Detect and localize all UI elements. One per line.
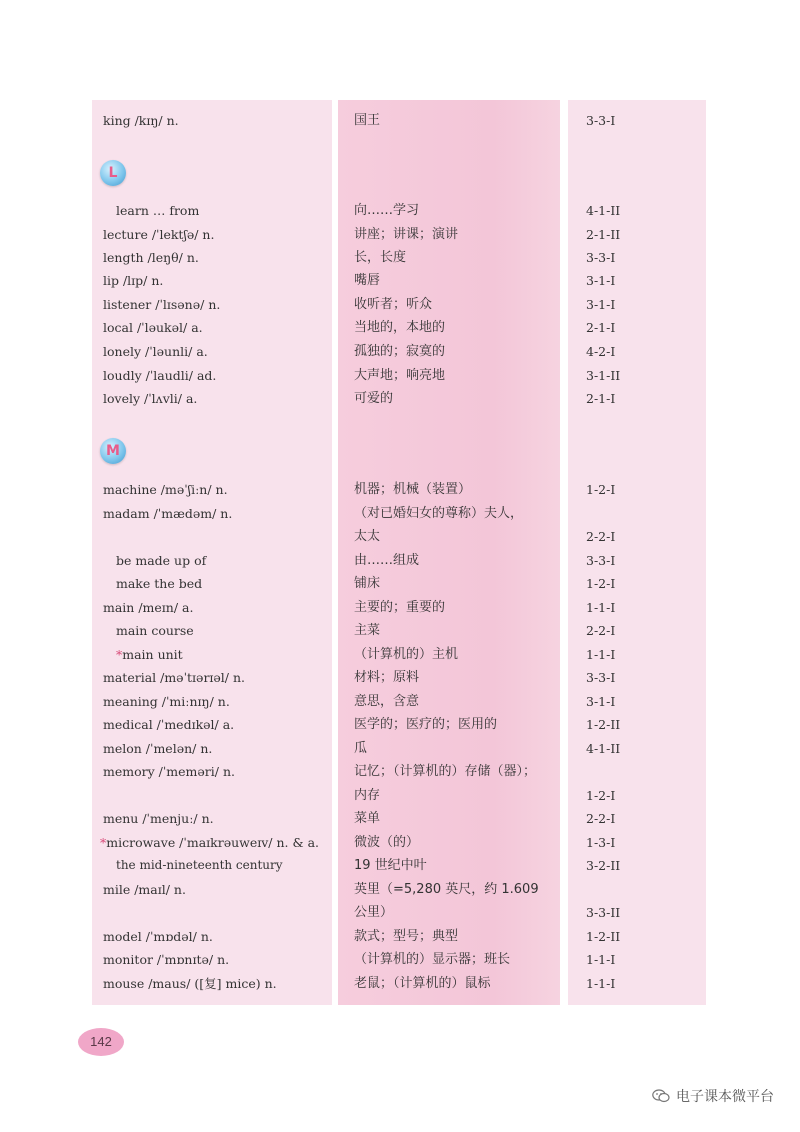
glossary-row bbox=[0, 972, 800, 996]
glossary-row bbox=[0, 948, 800, 972]
unit-ref: 4-1-II bbox=[586, 741, 621, 756]
unit-ref: 3-1-I bbox=[586, 273, 616, 288]
glossary-row bbox=[0, 316, 800, 340]
headword: model /ˈmɒdəl/ n. bbox=[103, 929, 213, 944]
glossary-row bbox=[0, 925, 800, 949]
glossary-row bbox=[0, 269, 800, 293]
glossary-row bbox=[0, 831, 800, 855]
unit-ref: 3-3-I bbox=[586, 113, 616, 128]
meaning: 老鼠；（计算机的）鼠标 bbox=[354, 976, 491, 991]
meaning: 铺床 bbox=[354, 576, 381, 591]
headword: be made up of bbox=[116, 553, 207, 568]
unit-ref: 2-1-I bbox=[586, 320, 616, 335]
glossary-row bbox=[0, 549, 800, 573]
meaning: 讲座；讲课；演讲 bbox=[354, 227, 459, 242]
meaning: 微波（的） bbox=[354, 835, 420, 850]
unit-ref: 3-3-I bbox=[586, 250, 616, 265]
meaning: 内存 bbox=[354, 788, 381, 803]
headword: listener /ˈlɪsənə/ n. bbox=[103, 297, 221, 312]
watermark bbox=[652, 1086, 774, 1108]
section-letter-l: L bbox=[108, 165, 118, 181]
headword: madam /ˈmædəm/ n. bbox=[103, 506, 233, 521]
glossary-row bbox=[0, 596, 800, 620]
unit-ref: 3-1-II bbox=[586, 368, 621, 383]
meaning: 记忆；（计算机的）存储（器）； bbox=[354, 764, 537, 779]
glossary-row bbox=[0, 690, 800, 714]
glossary-row bbox=[0, 199, 800, 223]
glossary-row-continuation bbox=[0, 901, 800, 925]
meaning: （计算机的）主机 bbox=[354, 647, 459, 662]
glossary-row bbox=[0, 109, 800, 133]
headword: main /meɪn/ a. bbox=[103, 600, 194, 615]
glossary-row bbox=[0, 619, 800, 643]
meaning: 收听者；听众 bbox=[354, 297, 433, 312]
meaning: 孤独的；寂寞的 bbox=[354, 344, 446, 359]
unit-ref: 2-1-II bbox=[586, 227, 621, 242]
meaning: 医学的；医疗的；医用的 bbox=[354, 717, 498, 732]
glossary-row-continuation bbox=[0, 525, 800, 549]
headword: lip /lɪp/ n. bbox=[103, 273, 164, 288]
page-number: 142 bbox=[90, 1034, 112, 1049]
glossary-row bbox=[0, 854, 800, 878]
unit-ref: 1-1-I bbox=[586, 600, 616, 615]
section-letter-l-badge bbox=[100, 160, 126, 186]
meaning: 主要的；重要的 bbox=[354, 600, 446, 615]
headword: meaning /ˈmiːnɪŋ/ n. bbox=[103, 694, 230, 709]
glossary-row bbox=[0, 760, 800, 784]
meaning: 瓜 bbox=[354, 741, 368, 756]
meaning: 由……组成 bbox=[354, 553, 420, 568]
headword-with-star bbox=[100, 831, 319, 855]
headword: machine /məˈʃiːn/ n. bbox=[103, 482, 228, 497]
unit-ref: 1-1-I bbox=[586, 976, 616, 991]
headword: memory /ˈmeməri/ n. bbox=[103, 764, 235, 779]
meaning: 长，长度 bbox=[354, 250, 407, 265]
page-number-badge bbox=[78, 1028, 124, 1056]
glossary-row bbox=[0, 572, 800, 596]
glossary-row bbox=[0, 502, 800, 526]
meaning: 意思，含意 bbox=[354, 694, 420, 709]
headword: make the bed bbox=[116, 576, 203, 591]
unit-ref: 1-2-II bbox=[586, 929, 621, 944]
headword: main unit bbox=[122, 647, 183, 662]
meaning: 当地的，本地的 bbox=[354, 320, 446, 335]
headword: mile /maɪl/ n. bbox=[103, 882, 186, 897]
meaning: 可爱的 bbox=[354, 391, 394, 406]
headword: king /kɪŋ/ n. bbox=[103, 113, 179, 128]
glossary-row bbox=[0, 340, 800, 364]
glossary-row bbox=[0, 807, 800, 831]
meaning: 国王 bbox=[354, 113, 381, 128]
unit-ref: 2-2-I bbox=[586, 529, 616, 544]
starred-word-mark: * bbox=[116, 647, 123, 662]
glossary-row bbox=[0, 293, 800, 317]
unit-ref: 1-1-I bbox=[586, 952, 616, 967]
meaning: 19 世纪中叶 bbox=[354, 858, 427, 873]
unit-ref: 2-1-I bbox=[586, 391, 616, 406]
unit-ref: 1-1-I bbox=[586, 647, 616, 662]
headword: lonely /ˈləunli/ a. bbox=[103, 344, 208, 359]
unit-ref: 3-1-I bbox=[586, 694, 616, 709]
unit-ref: 1-3-I bbox=[586, 835, 616, 850]
headword: the mid-nineteenth century bbox=[116, 858, 283, 872]
unit-ref: 1-2-I bbox=[586, 788, 616, 803]
glossary-row bbox=[0, 737, 800, 761]
headword: length /leŋθ/ n. bbox=[103, 250, 199, 265]
headword: microwave /ˈmaɪkrəuweɪv/ n. & a. bbox=[106, 835, 320, 850]
section-letter-m-badge bbox=[100, 438, 126, 464]
glossary-row bbox=[0, 666, 800, 690]
glossary-row bbox=[0, 387, 800, 411]
unit-ref: 1-2-I bbox=[586, 576, 616, 591]
meaning: （计算机的）显示器；班长 bbox=[354, 952, 511, 967]
meaning: 嘴唇 bbox=[354, 273, 381, 288]
unit-ref: 3-3-I bbox=[586, 553, 616, 568]
unit-ref: 3-3-II bbox=[586, 905, 621, 920]
headword: medical /ˈmedɪkəl/ a. bbox=[103, 717, 235, 732]
headword: material /məˈtɪərɪəl/ n. bbox=[103, 670, 246, 685]
glossary-row bbox=[0, 878, 800, 902]
headword: mouse /maus/ ([复] mice) n. bbox=[103, 976, 277, 991]
glossary-row bbox=[0, 478, 800, 502]
headword: menu /ˈmenjuː/ n. bbox=[103, 811, 214, 826]
headword: monitor /ˈmɒnɪtə/ n. bbox=[103, 952, 230, 967]
unit-ref: 1-2-II bbox=[586, 717, 621, 732]
headword-with-star bbox=[116, 643, 183, 667]
unit-ref: 3-3-I bbox=[586, 670, 616, 685]
headword: loudly /ˈlaudli/ ad. bbox=[103, 368, 217, 383]
headword: local /ˈləukəl/ a. bbox=[103, 320, 203, 335]
headword: lecture /ˈlektʃə/ n. bbox=[103, 227, 215, 242]
glossary-row bbox=[0, 246, 800, 270]
glossary-row-continuation bbox=[0, 784, 800, 808]
starred-word-mark: * bbox=[100, 835, 107, 850]
meaning: （对已婚妇女的尊称）夫人， bbox=[354, 506, 524, 521]
glossary-row bbox=[0, 713, 800, 737]
meaning: 大声地；响亮地 bbox=[354, 368, 446, 383]
meaning: 英里（=5,280 英尺，约 1.609 bbox=[354, 882, 539, 897]
watermark-text: 电子课本微平台 bbox=[676, 1089, 774, 1105]
unit-ref: 1-2-I bbox=[586, 482, 616, 497]
headword: main course bbox=[116, 623, 194, 638]
glossary-row bbox=[0, 364, 800, 388]
unit-ref: 3-2-II bbox=[586, 858, 621, 873]
unit-ref: 3-1-I bbox=[586, 297, 616, 312]
unit-ref: 4-1-II bbox=[586, 203, 621, 218]
headword: melon /ˈmelən/ n. bbox=[103, 741, 213, 756]
meaning: 款式；型号；典型 bbox=[354, 929, 459, 944]
wechat-icon bbox=[652, 1089, 670, 1103]
glossary-row bbox=[0, 643, 800, 667]
meaning: 向……学习 bbox=[354, 203, 420, 218]
glossary-row bbox=[0, 223, 800, 247]
meaning: 主菜 bbox=[354, 623, 381, 638]
meaning: 材料；原料 bbox=[354, 670, 420, 685]
section-letter-m: M bbox=[106, 443, 120, 459]
meaning: 公里） bbox=[354, 905, 394, 920]
meaning: 菜单 bbox=[354, 811, 381, 826]
headword: learn … from bbox=[116, 203, 200, 218]
unit-ref: 4-2-I bbox=[586, 344, 616, 359]
unit-ref: 2-2-I bbox=[586, 811, 616, 826]
headword: lovely /ˈlʌvli/ a. bbox=[103, 391, 198, 406]
meaning: 机器；机械（装置） bbox=[354, 482, 472, 497]
meaning: 太太 bbox=[354, 529, 381, 544]
unit-ref: 2-2-I bbox=[586, 623, 616, 638]
